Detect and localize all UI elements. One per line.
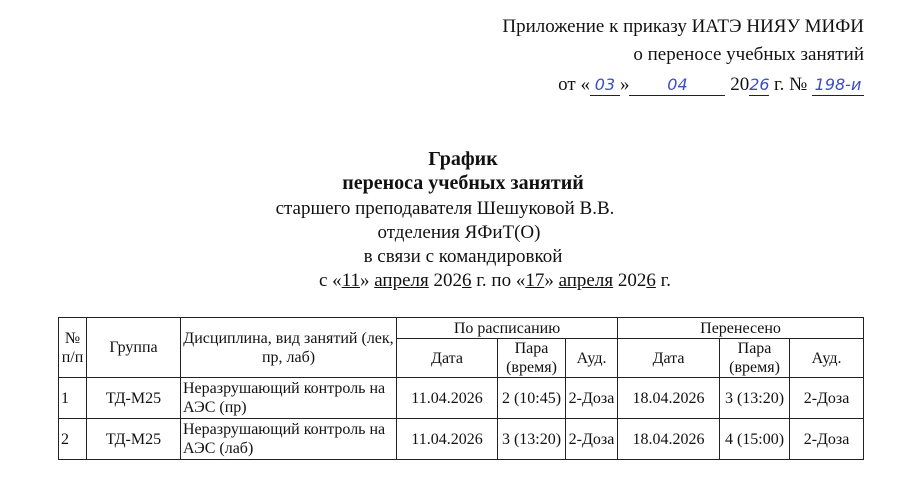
order-date-number-line: [558, 72, 864, 98]
cell-orig-pair: 2 (10:45): [498, 378, 566, 419]
period-line: [44, 270, 902, 292]
handwritten-day: 03: [590, 75, 620, 96]
period-to-month: апреля: [558, 270, 614, 291]
cell-new-room: 2-Доза: [790, 378, 864, 419]
year-prefix: 20: [730, 74, 750, 95]
cell-discipline: Неразрушающий контроль на АЭС (пр): [181, 378, 397, 419]
period-to-year-digit: 6: [646, 270, 656, 291]
period-text: »: [544, 270, 559, 291]
department-line: отделения ЯФиТ(О): [377, 222, 541, 243]
header-new-room: Ауд.: [790, 339, 864, 378]
table-row: [59, 419, 864, 460]
cell-orig-date: 11.04.2026: [397, 378, 498, 419]
header-moved: Перенесено: [618, 318, 864, 339]
cell-group: ТД-М25: [87, 378, 181, 419]
cell-new-date: 18.04.2026: [618, 378, 720, 419]
cell-orig-room: 2-Доза: [566, 419, 618, 460]
header-new-date: Дата: [618, 339, 720, 378]
header-schedule: По расписанию: [397, 318, 618, 339]
teacher-line: старшего преподавателя Шешуковой В.В.: [275, 198, 615, 219]
cell-num: 1: [59, 378, 87, 419]
order-subject-line: о переносе учебных занятий: [633, 44, 864, 65]
date-prefix: от «: [558, 74, 590, 95]
handwritten-month: 04: [629, 75, 725, 96]
cell-new-pair: 3 (13:20): [720, 378, 790, 419]
period-text: г.: [655, 270, 671, 291]
table-row: [59, 378, 864, 419]
cell-new-pair: 4 (15:00): [720, 419, 790, 460]
handwritten-order-number: 198-и: [812, 75, 864, 96]
cell-orig-pair: 3 (13:20): [498, 419, 566, 460]
year-suffix: г. №: [769, 74, 808, 95]
period-from-month: апреля: [374, 270, 429, 291]
header-orig-date: Дата: [397, 339, 498, 378]
date-mid: »: [619, 74, 630, 95]
reason-line: в связи с командировкой: [363, 246, 563, 267]
period-text: »: [359, 270, 375, 291]
cell-discipline: Неразрушающий контроль на АЭС (лаб): [181, 419, 397, 460]
header-orig-room: Ауд.: [566, 339, 618, 378]
handwritten-year: 26: [749, 75, 770, 94]
period-from-year-digit: 6: [462, 270, 472, 291]
period-text: с «: [319, 270, 342, 291]
header-group: Группа: [87, 318, 181, 378]
table-header-row: [59, 318, 864, 339]
reschedule-table: [58, 317, 864, 460]
period-text: 202: [428, 270, 462, 291]
cell-orig-room: 2-Доза: [566, 378, 618, 419]
order-appendix-line: Приложение к приказу ИАТЭ НИЯУ МИФИ: [502, 16, 864, 37]
header-orig-pair: Пара (время): [498, 339, 566, 378]
period-text: 202: [613, 270, 647, 291]
header-num: № п/п: [59, 318, 87, 378]
cell-group: ТД-М25: [87, 419, 181, 460]
cell-num: 2: [59, 419, 87, 460]
header-discipline: Дисциплина, вид занятий (лек, пр, лаб): [181, 318, 397, 378]
document-title: График: [428, 148, 498, 170]
header-new-pair: Пара (время): [720, 339, 790, 378]
cell-new-room: 2-Доза: [790, 419, 864, 460]
period-from-day: 11: [341, 270, 360, 291]
period-text: г. по «: [471, 270, 526, 291]
cell-new-date: 18.04.2026: [618, 419, 720, 460]
period-to-day: 17: [525, 270, 545, 291]
cell-orig-date: 11.04.2026: [397, 419, 498, 460]
document-subtitle: переноса учебных занятий: [342, 172, 584, 194]
